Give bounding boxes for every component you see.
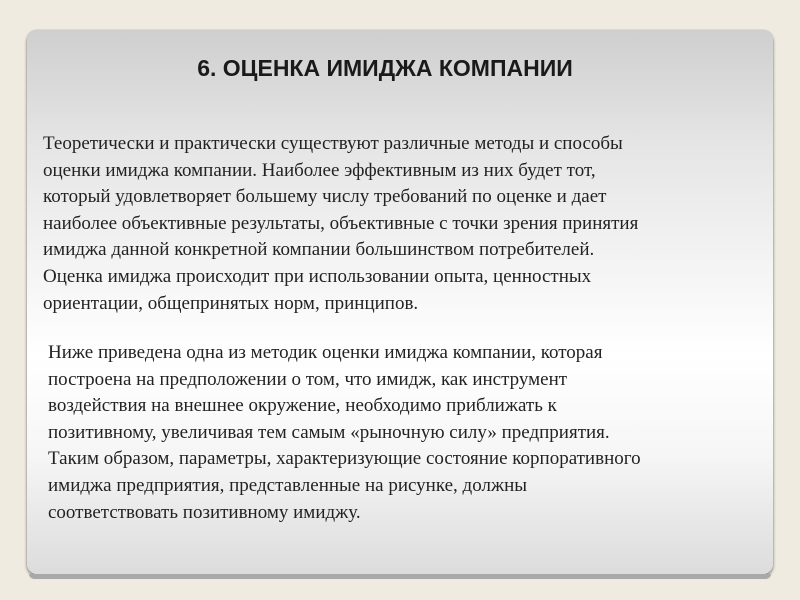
paragraph-line: Ниже приведена одна из методик оценки имиджа компании, которая — [48, 342, 603, 363]
paragraph-line: позитивному, увеличивая тем самым «рыночную силу» предприятия. — [48, 421, 610, 443]
paragraph-line: соответствовать позитивному имиджу. — [48, 501, 361, 523]
paragraph-line: наиболее объективные результаты, объективные с точки зрения принятия — [43, 212, 639, 234]
paragraph-line: оценки имиджа компании. Наиболее эффективным из них будет тот, — [43, 159, 596, 181]
paragraph-methods — [43, 131, 638, 317]
paragraph-line: который удовлетворяет большему числу требований по оценке и дает — [43, 186, 607, 208]
paragraph-line: построена на предположении о том, что имидж, как инструмент — [48, 368, 568, 390]
paragraph-line: воздействия на внешнее окружение, необходимо приближать к — [48, 395, 557, 417]
paragraph-line: Теоретически и практически существуют различные методы и способы — [43, 133, 623, 154]
slide-title: 6. ОЦЕНКА ИМИДЖА КОМПАНИИ — [197, 55, 573, 81]
paragraph-line: имиджа предприятия, представленные на рисунке, должны — [48, 474, 527, 496]
paragraph-line: Таким образом, параметры, характеризующие состояние корпоративного — [48, 448, 641, 470]
paragraph-line: имиджа данной конкретной компании большинством потребителей. — [43, 239, 595, 261]
paragraph-methodology — [48, 340, 641, 526]
paragraph-line: ориентации, общепринятых норм, принципов. — [43, 292, 419, 314]
paragraph-line: Оценка имиджа происходит при использовании опыта, ценностных — [43, 265, 592, 287]
